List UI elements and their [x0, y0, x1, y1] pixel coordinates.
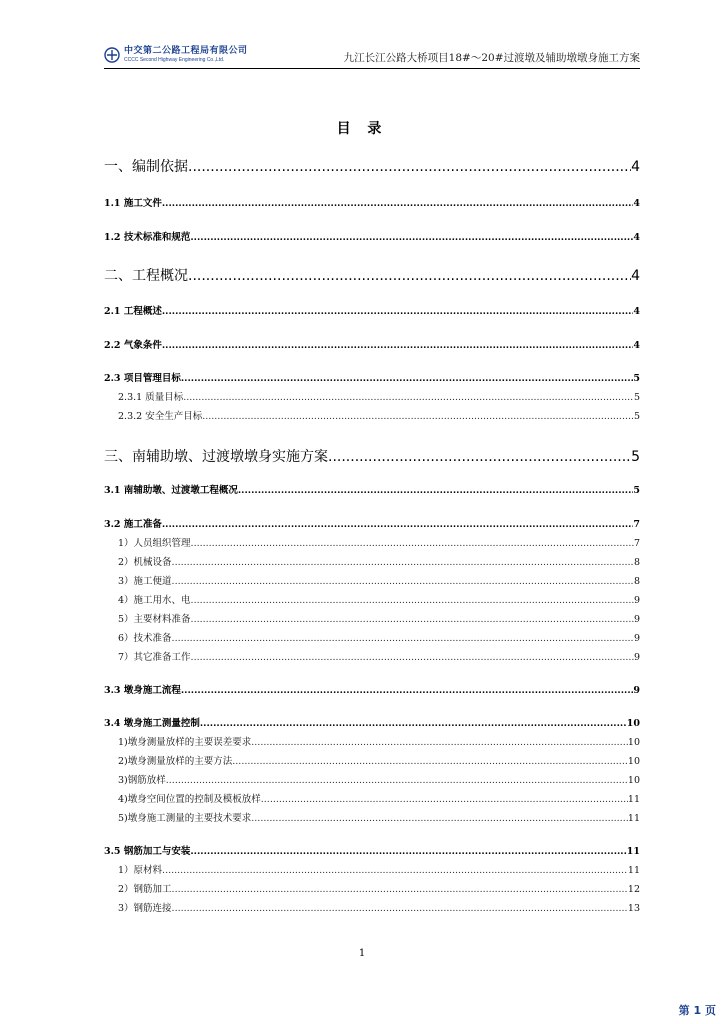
toc-entry[interactable] — [104, 446, 640, 466]
toc-entry-label: 7）其它准备工作 — [118, 652, 191, 663]
toc-entry[interactable] — [104, 389, 640, 403]
toc-entry-label: 1）原材料 — [118, 865, 163, 876]
toc-entry-label: 4）施工用水、电 — [118, 595, 191, 606]
document-title: 九江长江公路大桥项目18#～20#过渡墩及辅助墩墩身施工方案 — [343, 52, 640, 64]
toc-entry-page: 9 — [633, 685, 640, 696]
toc-entry-page: 5 — [633, 392, 640, 403]
toc-entry-label: 3.4 墩身施工测量控制 — [104, 718, 200, 729]
toc-entry-page: 11 — [627, 813, 640, 824]
toc-entry[interactable] — [104, 715, 640, 729]
toc-entry[interactable] — [104, 535, 640, 549]
toc-entry[interactable] — [104, 900, 640, 914]
toc-entry-page: 5 — [633, 485, 640, 496]
toc-entry-label: 2.2 气象条件 — [104, 340, 162, 351]
toc-entry-page: 11 — [626, 846, 640, 857]
toc-entry-page: 5 — [631, 449, 640, 465]
toc-entry-label: 3.1 南辅助墩、过渡墩工程概况 — [104, 485, 238, 496]
toc-entry[interactable] — [104, 156, 640, 176]
page-header — [104, 44, 640, 69]
toc-entry-page: 4 — [633, 306, 640, 317]
toc-entry-page: 5 — [633, 411, 640, 422]
toc-entry-label: 4)墩身空间位置的控制及模板放样 — [118, 794, 261, 805]
toc-entry-page: 4 — [631, 268, 640, 284]
toc-entry-label: 1）人员组织管理 — [118, 538, 191, 549]
toc-entry[interactable] — [104, 554, 640, 568]
toc-entry[interactable] — [104, 753, 640, 767]
toc-entry-page: 10 — [627, 756, 640, 767]
toc-entry[interactable] — [104, 592, 640, 606]
toc-entry-label: 5)墩身施工测量的主要技术要求 — [118, 813, 252, 824]
toc-entry[interactable] — [104, 229, 640, 243]
toc-entry-page: 10 — [627, 775, 640, 786]
toc-entry[interactable] — [104, 611, 640, 625]
toc-entry-label: 3）钢筋连接 — [118, 903, 172, 914]
toc-entry-page: 12 — [627, 884, 640, 895]
toc-entry[interactable] — [104, 265, 640, 285]
toc-entry[interactable] — [104, 482, 640, 496]
toc-entry[interactable] — [104, 843, 640, 857]
toc-entry-label: 1.2 技术标准和规范 — [104, 232, 191, 243]
toc-entry-page: 11 — [627, 865, 640, 876]
toc-entry-page: 9 — [633, 633, 640, 644]
toc-entry-page: 10 — [626, 718, 640, 729]
toc-entry-label: 6）技术准备 — [118, 633, 172, 644]
toc-entry[interactable] — [104, 649, 640, 663]
company-logo — [104, 44, 248, 66]
toc-entry[interactable] — [104, 791, 640, 805]
toc-entry-label: 3.2 施工准备 — [104, 519, 162, 530]
page-corner-label: 第 1 页 — [678, 1004, 716, 1017]
toc-entry-label: 3.3 墩身施工流程 — [104, 685, 181, 696]
toc-entry-page: 8 — [633, 576, 640, 587]
toc-entry-label: 3)钢筋放样 — [118, 775, 166, 786]
toc-entry-page: 7 — [633, 519, 640, 530]
toc-entry[interactable] — [104, 195, 640, 209]
toc-entry-label: 1)墩身测量放样的主要误差要求 — [118, 737, 252, 748]
company-name-cn: 中交第二公路工程局有限公司 — [124, 46, 248, 56]
company-name-en: CCCC Second Highway Engineering Co.,Ltd. — [124, 57, 225, 63]
toc-entry[interactable] — [104, 408, 640, 422]
toc-entry-page: 4 — [633, 340, 640, 351]
company-logo-icon — [104, 47, 120, 63]
toc-entry-label: 2.3 项目管理目标 — [104, 373, 181, 384]
toc-entry[interactable] — [104, 303, 640, 317]
page-number: 1 — [358, 948, 366, 959]
toc-entry[interactable] — [104, 516, 640, 530]
toc-entry-page: 5 — [633, 373, 640, 384]
toc-entry-page: 9 — [633, 652, 640, 663]
toc-entry[interactable] — [104, 337, 640, 351]
toc-entry-page: 10 — [627, 737, 640, 748]
toc-entry-label: 2)墩身测量放样的主要方法 — [118, 756, 233, 767]
toc-entry-page: 11 — [627, 794, 640, 805]
toc-entry-page: 9 — [633, 595, 640, 606]
toc-entry[interactable] — [104, 573, 640, 587]
toc-entry-label: 一、编制依据 — [104, 159, 188, 175]
toc-entry-label: 二、工程概况 — [104, 268, 188, 284]
toc-entry[interactable] — [104, 734, 640, 748]
toc-title: 目 录 — [336, 121, 388, 137]
toc-entry-label: 3）施工便道 — [118, 576, 172, 587]
toc-entry[interactable] — [104, 862, 640, 876]
toc-entry-label: 三、南辅助墩、过渡墩墩身实施方案 — [104, 449, 328, 465]
toc-entry-label: 3.5 钢筋加工与安装 — [104, 846, 191, 857]
toc-entry-label: 5）主要材料准备 — [118, 614, 191, 625]
toc-entry-label: 2）钢筋加工 — [118, 884, 172, 895]
toc-entry-page: 8 — [633, 557, 640, 568]
toc-entry-page: 4 — [633, 198, 640, 209]
toc-entry[interactable] — [104, 881, 640, 895]
toc-entry-page: 7 — [633, 538, 640, 549]
toc-entry-label: 1.1 施工文件 — [104, 198, 162, 209]
toc-entry-label: 2.1 工程概述 — [104, 306, 162, 317]
toc-entry[interactable] — [104, 810, 640, 824]
toc-entry-label: 2.3.1 质量目标 — [118, 392, 184, 403]
toc-entry-page: 4 — [631, 159, 640, 175]
toc-entry-label: 2.3.2 安全生产目标 — [118, 411, 203, 422]
toc-entry[interactable] — [104, 370, 640, 384]
toc-entry-page: 9 — [633, 614, 640, 625]
toc-entry-page: 4 — [633, 232, 640, 243]
toc-entry-page: 13 — [627, 903, 640, 914]
toc-entry-label: 2）机械设备 — [118, 557, 172, 568]
toc-entry[interactable] — [104, 772, 640, 786]
toc-entry[interactable] — [104, 630, 640, 644]
toc-entry[interactable] — [104, 682, 640, 696]
